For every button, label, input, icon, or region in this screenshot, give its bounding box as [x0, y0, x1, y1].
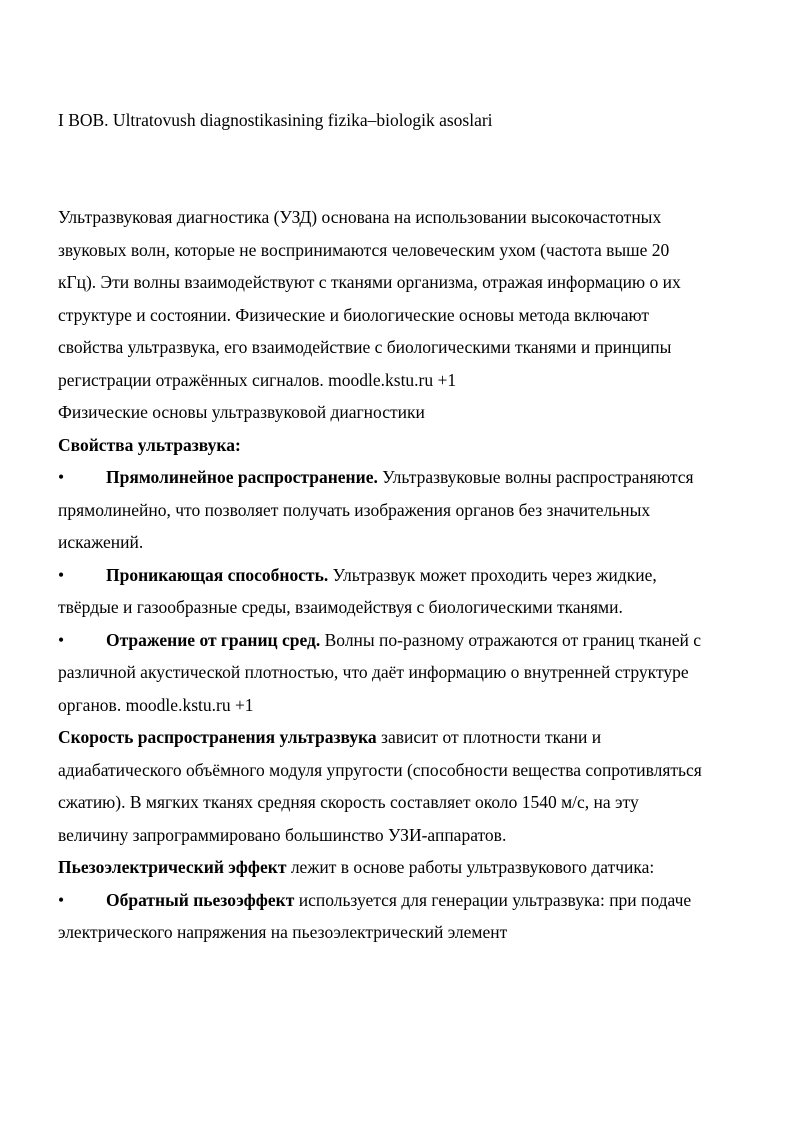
speed-term: Скорость распространения ультразвука — [58, 727, 377, 747]
bullet-icon: • — [58, 629, 65, 650]
bullet-term: Обратный пьезоэффект — [106, 889, 295, 910]
bullet-icon: • — [58, 564, 65, 585]
bullet-item-penetration — [58, 559, 708, 624]
bullet-term: Проникающая способность. — [106, 564, 329, 585]
bullet-icon: • — [58, 889, 65, 910]
speed-text: зависит от плотности ткани и адиабатического объёмного модуля упругости (способности вещества сопротивляться сжатию). В мягких тканях средняя скорость составляет около 1540 м/с, на эту величину запрограммировано большинство УЗИ-аппаратов. — [58, 727, 702, 845]
bullet-text: Ультразвуковые волны распространяются прямолинейно, что позволяет получать изображения органов без значительных искажений. — [58, 467, 694, 552]
piezo-paragraph — [58, 851, 708, 884]
bullet-term: Отражение от границ сред. — [106, 629, 321, 650]
bullet-text: используется для генерации ультразвука: при подаче электрического напряжения на пьезоэлектрический элемент — [58, 889, 692, 942]
bullet-item-reflection — [58, 624, 708, 722]
bullet-item-reverse-piezo — [58, 884, 708, 949]
properties-heading-text: Свойства ультразвука: — [58, 434, 241, 455]
section-heading: Физические основы ультразвуковой диагностики — [58, 402, 425, 422]
bullet-item-rectilinear — [58, 461, 708, 559]
bullet-term: Прямолинейное распространение. — [106, 467, 378, 487]
bullet-text: Ультразвук может проходить через жидкие, твёрдые и газообразные среды, взаимодействуя с биологическими тканями. — [58, 564, 657, 617]
bullet-text: Волны по-разному отражаются от границ тканей с различной акустической плотностью, что даёт информацию о внутренней структуре органов. moodle.kstu.ru +1 — [58, 629, 702, 715]
document-body — [58, 201, 708, 949]
piezo-text: лежит в основе работы ультразвукового датчика: — [286, 857, 655, 877]
speed-paragraph — [58, 721, 708, 851]
piezo-term: Пьезоэлектрический эффект — [58, 857, 287, 877]
chapter-title: I BOB. Ultratovush diagnostikasining fizika–biologik asoslari — [58, 110, 493, 130]
intro-paragraph: Ультразвуковая диагностика (УЗД) основана на использовании высокочастотных звуковых волн, которые не воспринимаются человеческим ухом (частота выше 20 кГц). Эти волны взаимодействуют с тканями организма, отражая информацию о их структуре и состоянии. Физические и биологические основы метода включают свойства ультразвука, его взаимодействие с биологическими тканями и принципы регистрации отражённых сигналов. moodle.kstu.ru +1 — [58, 207, 681, 390]
properties-heading — [58, 429, 708, 462]
bullet-icon: • — [58, 467, 65, 487]
